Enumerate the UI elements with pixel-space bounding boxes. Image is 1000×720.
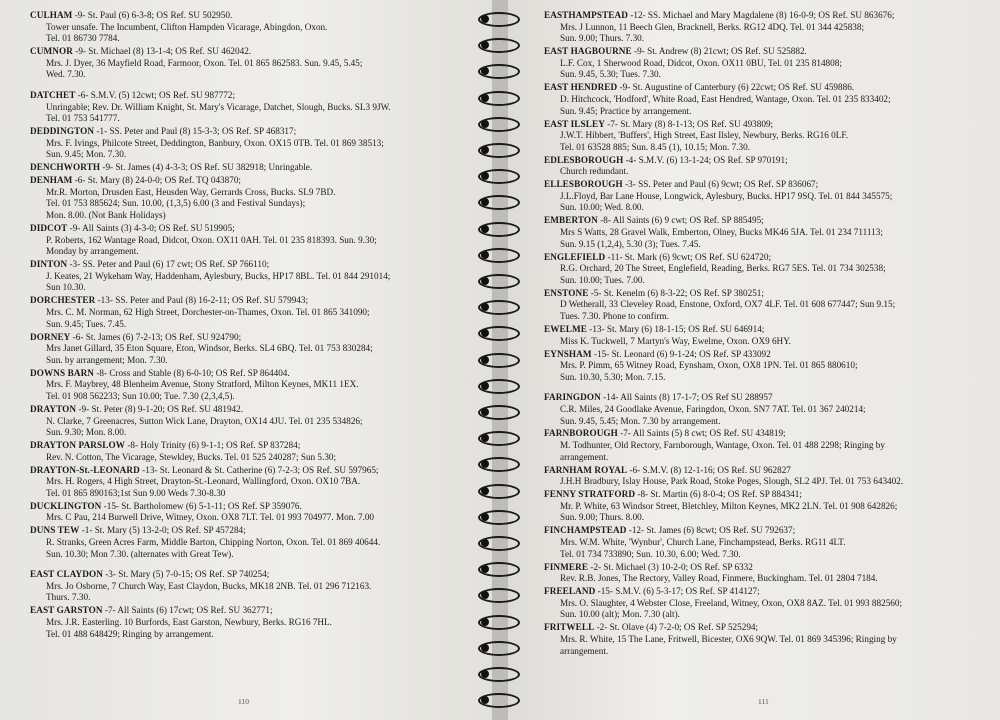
spiral-coil bbox=[478, 693, 520, 707]
church-name: DENHAM bbox=[30, 175, 73, 186]
entry-heading-line bbox=[30, 90, 470, 102]
entry-heading-line bbox=[30, 10, 470, 22]
contact-details: Mrs. P. Pimm, 65 Witney Road, Eynsham, Oxon, OX8 1PN. Tel. 01 865 880610; Sun. 10.30, 5.30; Mon. 7.15. bbox=[560, 360, 858, 382]
church-name: FARNHAM ROYAL bbox=[544, 464, 628, 475]
church-entry bbox=[30, 259, 470, 294]
church-entry bbox=[30, 525, 470, 560]
church-entry bbox=[544, 215, 984, 250]
church-entry bbox=[544, 10, 984, 45]
contact-details: R.G. Orchard, 20 The Street, Englefield, Reading, Berks. RG7 5ES. Tel. 01 734 302538; Sun. 10.00; Tues. 7.00. bbox=[560, 263, 886, 285]
spiral-coil bbox=[478, 379, 520, 393]
right-page-number: 111 bbox=[758, 697, 769, 706]
church-name: DEDDINGTON bbox=[30, 126, 95, 137]
spiral-coil bbox=[478, 615, 520, 629]
church-name: DRAYTON bbox=[30, 403, 77, 414]
coil-ring bbox=[478, 326, 520, 341]
church-details: -9- St. Paul (6) 6-3-8; OS Ref. SU 502950. bbox=[72, 10, 233, 20]
contact-details: J.W.T. Hibbert, 'Buffers', High Street, East Ilsley, Newbury, Berks. RG16 0LF. Tel. 01 63528 885; Sun. 8.45 (1), 10.15; Mon. 7.30. bbox=[560, 130, 849, 152]
church-name: EASTHAMPSTEAD bbox=[544, 10, 629, 20]
spiral-coil bbox=[478, 195, 520, 209]
spiral-coil bbox=[478, 326, 520, 340]
coil-ring bbox=[478, 248, 520, 263]
spiral-coil bbox=[478, 117, 520, 131]
church-entry bbox=[30, 223, 470, 258]
church-details: -15- St. Leonard (6) 9-1-24; OS Ref. SP 433092 bbox=[591, 348, 771, 359]
church-entry bbox=[30, 175, 470, 221]
church-details: -3- St. Mary (5) 7-0-15; OS Ref. SP 740254; bbox=[102, 569, 270, 580]
church-name: FINCHAMPSTEAD bbox=[544, 525, 627, 536]
church-details: -9- St. Andrew (8) 21cwt; OS Ref. SU 525882. bbox=[631, 46, 807, 57]
right-page-entries bbox=[544, 10, 984, 659]
church-entry bbox=[30, 605, 470, 640]
church-entry bbox=[544, 252, 984, 287]
coil-ring bbox=[478, 693, 520, 708]
contact-details: N. Clarke, 7 Greenacres, Sutton Wick Lane, Drayton, OX14 4JU. Tel. 01 235 534826; Sun. 9.30; Mon. 8.00. bbox=[46, 415, 363, 438]
church-details: -7- All Saints (5) 8 cwt; OS Ref. SU 434819; bbox=[617, 428, 786, 439]
entry-heading-line bbox=[544, 622, 984, 634]
entry-heading-line bbox=[544, 288, 984, 300]
church-details: -6- St. James (6) 7-2-13; OS Ref. SU 924790; bbox=[70, 331, 242, 342]
church-details: -13- St. Leonard & St. Catherine (6) 7-2-3; OS Ref. SU 597965; bbox=[139, 464, 379, 475]
spiral-coil bbox=[478, 274, 520, 288]
entry-heading-line bbox=[544, 428, 984, 440]
coil-ring bbox=[478, 431, 520, 446]
contact-details: Mr.R. Morton, Drusden East, Heusden Way, Gerrards Cross, Bucks. SL9 7BD. Tel. 01 753 885624; Sun. 10.00, (1,3,5) 6.00 (3 and Festival Sundays); Mon. 8.00. (Not Bank Holidays) bbox=[46, 186, 336, 221]
spiral-coil bbox=[478, 562, 520, 576]
entry-heading-line bbox=[544, 392, 984, 404]
coil-ring bbox=[478, 195, 520, 210]
church-name: DRAYTON PARSLOW bbox=[30, 440, 126, 451]
church-name: EDLESBOROUGH bbox=[544, 154, 624, 165]
entry-heading-line bbox=[30, 368, 470, 380]
contact-details: Unringable; Rev. Dr. William Knight, St. Mary's Vicarage, Datchet, Slough, Bucks. SL3 9JW. Tel. 01 753 541777. bbox=[46, 101, 391, 124]
church-entry bbox=[544, 324, 984, 347]
church-details: -6- S.M.V. (5) 12cwt; OS Ref. SU 987772; bbox=[75, 89, 236, 100]
contact-details: Mrs. C Pau, 214 Burwell Drive, Witney, Oxon. OX8 7LT. Tel. 01 993 704977. Mon. 7.00 bbox=[46, 512, 375, 523]
contact-details: Mrs Janet Gillard, 35 Eton Square, Eton, Windsor, Berks. SL4 6BQ. Tel. 01 753 830284; Sun. by arrangement; Mon. 7.30. bbox=[46, 343, 373, 365]
entry-heading-line bbox=[30, 223, 470, 235]
church-details: -4- S.M.V. (6) 13-1-24; OS Ref. SP 970191; bbox=[623, 154, 788, 165]
entry-heading-line bbox=[544, 586, 984, 598]
contact-details: M. Todhunter, Old Rectory, Farnborough, Wantage, Oxon. Tel. 01 488 2298; Ringing by arrangement. bbox=[560, 440, 885, 462]
church-details: -9- St. Peter (8) 9-1-20; OS Ref. SU 481942. bbox=[76, 403, 244, 414]
entry-heading-line bbox=[544, 46, 984, 58]
right-page bbox=[508, 0, 1000, 720]
church-name: DUCKLINGTON bbox=[30, 500, 102, 511]
entry-heading-line bbox=[544, 179, 984, 191]
entry-heading-line bbox=[544, 489, 984, 501]
coil-ring bbox=[478, 536, 520, 551]
contact-details: L.F. Cox, 1 Sherwood Road, Didcot, Oxon. OX11 0BU, Tel. 01 235 814808; Sun. 9.45, 5.30; Tues. 7.30. bbox=[560, 57, 842, 80]
coil-ring bbox=[478, 91, 520, 106]
church-details: -14- All Saints (8) 17-1-7; OS Ref SU 288957 bbox=[600, 392, 773, 403]
church-name: FINMERE bbox=[544, 561, 589, 572]
church-entry bbox=[30, 46, 470, 81]
church-details: -12- St. James (6) 8cwt; OS Ref. SU 792637; bbox=[626, 525, 796, 536]
coil-ring bbox=[478, 510, 520, 525]
spiral-coil bbox=[478, 169, 520, 183]
coil-ring bbox=[478, 641, 520, 656]
contact-details: Mrs. F. Maybrey, 48 Blenheim Avenue, Stony Stratford, Milton Keynes, MK11 1EX. Tel. 01 908 562233; Sun 10.00; Tue. 7.30 (2,3,4,5). bbox=[46, 379, 359, 401]
contact-details: Mrs. O. Slaughter, 4 Webster Close, Freeland, Witney, Oxon, OX8 8AZ. Tel. 01 993 882560; Sun. 10.00 (alt); Mon. 7.30 (alt). bbox=[560, 597, 903, 620]
contact-details: Mrs. H. Rogers, 4 High Street, Drayton-St.-Leonard, Wallingford, Oxon. OX10 7BA. Tel. 01 865 890163;1st Sun 9.00 Weds 7.30-8.30 bbox=[46, 476, 361, 498]
contact-details: Miss K. Tuckwell, 7 Martyn's Way, Ewelme, Oxon. OX9 6HY. bbox=[560, 335, 791, 346]
contact-details: Mrs. Jo Osborne, 7 Church Way, East Claydon, Bucks, MK18 2NB. Tel. 01 296 712163. Thurs. 7.30. bbox=[46, 580, 372, 603]
contact-details: Mrs. J Lunnon, 11 Beech Glen, Bracknell, Berks. RG12 4DQ. Tel. 01 344 425838; Sun. 9.00; Thurs. 7.30. bbox=[560, 21, 865, 44]
spiral-coil bbox=[478, 38, 520, 52]
entry-heading-line bbox=[544, 324, 984, 336]
entry-heading-line bbox=[30, 332, 470, 344]
entry-heading-line bbox=[544, 119, 984, 131]
coil-ring bbox=[478, 38, 520, 53]
left-page bbox=[0, 0, 492, 720]
spiral-coil bbox=[478, 536, 520, 550]
church-entry bbox=[30, 404, 470, 439]
contact-details: Tower unsafe. The Incumbent, Clifton Hampden Vicarage, Abingdon, Oxon. Tel. 01 86730 7784. bbox=[46, 21, 328, 44]
church-details: -7- All Saints (6) 17cwt; OS Ref. SU 362771; bbox=[102, 605, 273, 616]
contact-details: Church redundant. bbox=[560, 166, 629, 177]
church-entry bbox=[30, 10, 470, 45]
church-details: -5- St. Kenelm (6) 8-3-22; OS Ref. SP 380251; bbox=[588, 287, 764, 298]
church-details: -8- St. Martin (6) 8-0-4; OS Ref. SP 884341; bbox=[635, 489, 802, 500]
left-page-entries bbox=[30, 10, 470, 642]
entry-heading-line bbox=[544, 562, 984, 574]
contact-details: Mrs. F. Ivings, Philcote Street, Deddington, Banbury, Oxon. OX15 0TB. Tel. 01 869 38513; Sun. 9.45; Mon. 7.30. bbox=[46, 137, 384, 160]
spiral-coil bbox=[478, 641, 520, 655]
church-name: DOWNS BARN bbox=[30, 367, 95, 378]
church-entry bbox=[544, 288, 984, 323]
church-details: -9- All Saints (3) 4-3-0; OS Ref. SU 519905; bbox=[67, 223, 235, 234]
contact-details: P. Roberts, 162 Wantage Road, Didcot, Oxon. OX11 0AH. Tel. 01 235 818393. Sun. 9.30; Monday by arrangement. bbox=[46, 234, 377, 257]
contact-details: D Wetherall, 33 Cleveley Road, Enstone, Oxford, OX7 4LF. Tel. 01 608 677447; Sun 9.15; Tues. 7.30. Phone to confirm. bbox=[560, 299, 896, 321]
coil-ring bbox=[478, 222, 520, 237]
entry-heading-line bbox=[544, 155, 984, 167]
church-name: EYNSHAM bbox=[544, 348, 592, 359]
contact-details: Mrs. J.R. Easterling. 10 Burfords, East Garston, Newbury, Berks. RG16 7HL. Tel. 01 488 648429; Ringing by arrangement. bbox=[46, 616, 332, 639]
church-entry bbox=[544, 349, 984, 384]
contact-details: J.L.Floyd, Bar Lane House, Longwick, Aylesbury, Bucks. HP17 9SQ. Tel. 01 844 345575; Sun. 10.00; Wed. 8.00. bbox=[560, 190, 893, 213]
spiral-coil bbox=[478, 405, 520, 419]
church-entry bbox=[544, 586, 984, 621]
church-details: -13- St. Mary (6) 18-1-15; OS Ref. SU 646914; bbox=[586, 323, 765, 334]
contact-details: C.R. Miles, 24 Goodlake Avenue, Faringdon, Oxon. SN7 7AT. Tel. 01 367 240214; Sun. 9.45, 5.45; Mon. 7.30 by arrangement. bbox=[560, 403, 866, 426]
coil-ring bbox=[478, 667, 520, 682]
coil-ring bbox=[478, 484, 520, 499]
church-name: FARINGDON bbox=[544, 392, 601, 403]
church-name: CUMNOR bbox=[30, 46, 73, 57]
entry-heading-line bbox=[544, 215, 984, 227]
church-entry bbox=[544, 46, 984, 81]
church-name: ELLESBOROUGH bbox=[544, 179, 623, 190]
entry-heading-line bbox=[30, 501, 470, 513]
spiral-coil bbox=[478, 248, 520, 262]
entry-heading-line bbox=[544, 10, 984, 22]
entry-heading-line bbox=[30, 465, 470, 477]
church-details: -13- SS. Peter and Paul (8) 16-2-11; OS Ref. SU 579943; bbox=[95, 295, 309, 306]
coil-ring bbox=[478, 562, 520, 577]
entry-heading-line bbox=[544, 349, 984, 361]
church-details: -15- St. Bartholomew (6) 5-1-11; OS Ref. SP 359076. bbox=[101, 500, 302, 511]
church-name: FENNY STRATFORD bbox=[544, 489, 636, 500]
church-details: -9- St. James (4) 4-3-3; OS Ref. SU 382918; Unringable. bbox=[100, 162, 313, 173]
church-entry bbox=[544, 622, 984, 657]
coil-ring bbox=[478, 457, 520, 472]
church-details: -7- St. Mary (8) 8-1-13; OS Ref. SU 493809; bbox=[604, 118, 774, 129]
entry-heading-line bbox=[544, 82, 984, 94]
entry-heading-line bbox=[30, 175, 470, 187]
left-page-number: 110 bbox=[238, 697, 249, 706]
coil-ring bbox=[478, 300, 520, 315]
church-entry bbox=[544, 428, 984, 463]
contact-details: Mr. P. White, 63 Windsor Street, Bletchley, Milton Keynes, MK2 2LN. Tel. 01 908 642826; Sun. 9.00; Thurs. 8.00. bbox=[560, 500, 898, 523]
spiral-coil bbox=[478, 667, 520, 681]
church-details: -3- SS. Peter and Paul (6) 17 cwt; OS Ref. SP 766110; bbox=[67, 259, 270, 270]
church-details: -11- St. Mark (6) 9cwt; OS Ref. SU 624720; bbox=[605, 251, 772, 262]
entry-heading-line bbox=[544, 252, 984, 264]
church-entry bbox=[30, 162, 470, 174]
church-name: EMBERTON bbox=[544, 215, 598, 226]
church-name: EWELME bbox=[544, 323, 587, 334]
entry-heading-line bbox=[544, 525, 984, 537]
church-name: EAST ILSLEY bbox=[544, 118, 605, 129]
contact-details: Mrs. C. M. Norman, 62 High Street, Dorchester-on-Thames, Oxon. Tel. 01 865 341090; Sun. 9.45; Tues. 7.45. bbox=[46, 306, 370, 329]
spiral-coil bbox=[478, 222, 520, 236]
church-entry bbox=[544, 179, 984, 214]
contact-details: Rev. N. Cotton, The Vicarage, Stewkley, Bucks. Tel. 01 525 240287; Sun 5.30; bbox=[46, 451, 337, 462]
contact-details: Mrs. J. Dyer, 36 Mayfield Road, Farmoor, Oxon. Tel. 01 865 862583. Sun. 9.45, 5.45; Wed. 7.30. bbox=[46, 57, 363, 80]
entry-heading-line bbox=[30, 440, 470, 452]
entry-heading-line bbox=[30, 46, 470, 58]
spiral-coil bbox=[478, 143, 520, 157]
church-name: ENSTONE bbox=[544, 287, 589, 298]
spiral-coil bbox=[478, 353, 520, 367]
church-name: EAST CLAYDON bbox=[30, 569, 103, 580]
church-entry bbox=[544, 82, 984, 117]
church-name: DUNS TEW bbox=[30, 525, 80, 536]
entry-heading-line bbox=[30, 259, 470, 271]
church-details: -15- S.M.V. (6) 5-3-17; OS Ref. SP 414127; bbox=[595, 586, 760, 597]
coil-ring bbox=[478, 169, 520, 184]
contact-details: Mrs. W.M. White, 'Wynbur', Church Lane, Finchampstead, Berks. RG11 4LT. Tel. 01 734 733890; Sun. 10.30, 6.00; Wed. 7.30. bbox=[560, 537, 846, 559]
church-name: DENCHWORTH bbox=[30, 162, 101, 173]
entry-heading-line bbox=[30, 569, 470, 581]
church-entry bbox=[544, 119, 984, 154]
church-entry bbox=[30, 126, 470, 161]
coil-ring bbox=[478, 143, 520, 158]
church-details: -9- St. Augustine of Canterbury (6) 22cwt; OS Ref. SU 459886. bbox=[617, 82, 855, 93]
church-entry bbox=[544, 155, 984, 178]
contact-details: R. Stranks, Green Acres Farm, Middle Barton, Chipping Norton, Oxon. Tel. 01 869 40644. Sun. 10.30; Mon 7.30. (alternates with Great Tew). bbox=[46, 537, 381, 559]
church-entry bbox=[544, 392, 984, 427]
church-details: -8- Cross and Stable (8) 6-0-10; OS Ref. SP 864404. bbox=[94, 367, 290, 378]
coil-ring bbox=[478, 64, 520, 79]
church-entry bbox=[544, 525, 984, 560]
church-entry bbox=[544, 562, 984, 585]
church-name: DORNEY bbox=[30, 331, 71, 342]
church-name: DRAYTON-St.-LEONARD bbox=[30, 464, 140, 475]
church-name: EAST HAGBOURNE bbox=[544, 46, 632, 57]
church-details: -9- St. Michael (8) 13-1-4; OS Ref. SU 462042. bbox=[72, 46, 252, 57]
church-name: FARNBOROUGH bbox=[544, 428, 618, 439]
church-name: CULHAM bbox=[30, 10, 73, 20]
entry-heading-line bbox=[30, 126, 470, 138]
entry-heading-line bbox=[30, 162, 470, 174]
entry-heading-line bbox=[30, 295, 470, 307]
church-details: -2- St. Olave (4) 7-2-0; OS Ref. SP 525294; bbox=[594, 622, 759, 633]
church-name: DIDCOT bbox=[30, 223, 68, 234]
spiral-coil bbox=[478, 510, 520, 524]
church-details: -12- SS. Michael and Mary Magdalene (8) 16-0-9; OS Ref. SU 863676; bbox=[628, 10, 895, 20]
coil-ring bbox=[478, 588, 520, 603]
church-name: FRITWELL bbox=[544, 622, 595, 633]
spiral-coil bbox=[478, 64, 520, 78]
spiral-coil bbox=[478, 12, 520, 26]
church-entry bbox=[30, 90, 470, 125]
church-details: -6- S.M.V. (8) 12-1-16; OS Ref. SU 962827 bbox=[627, 464, 791, 475]
church-details: -3- SS. Peter and Paul (6) 9cwt; OS Ref. SP 836067; bbox=[622, 179, 819, 190]
contact-details: Mrs. R. White, 15 The Lane, Fritwell, Bicester, OX6 9QW. Tel. 01 869 345396; Ringing by arrangement. bbox=[560, 633, 897, 656]
church-name: DORCHESTER bbox=[30, 295, 96, 306]
church-entry bbox=[30, 501, 470, 524]
entry-heading-line bbox=[30, 404, 470, 416]
contact-details: Mrs S Watts, 28 Gravel Walk, Emberton, Olney, Bucks MK46 5JA. Tel. 01 234 711113; Sun. 9.15 (1,2,4), 5.30 (3); Tues. 7.45. bbox=[560, 227, 883, 249]
contact-details: D. Hitchcock, 'Hodford', White Road, East Hendred, Wantage, Oxon. Tel. 01 235 833402; Sun. 9.45; Practice by arrangement. bbox=[560, 93, 891, 116]
spiral-coil bbox=[478, 484, 520, 498]
contact-details: Rev. R.B. Jones, The Rectory, Valley Road, Finmere, Buckingham. Tel. 01 2804 7184. bbox=[560, 573, 878, 584]
church-entry bbox=[30, 440, 470, 463]
coil-ring bbox=[478, 379, 520, 394]
church-details: -2- St. Michael (3) 10-2-0; OS Ref. SP 6332 bbox=[588, 561, 753, 572]
coil-ring bbox=[478, 353, 520, 368]
coil-ring bbox=[478, 274, 520, 289]
spiral-coil bbox=[478, 91, 520, 105]
entry-heading-line bbox=[544, 465, 984, 477]
church-entry bbox=[30, 332, 470, 367]
contact-details: J.H.H Bradbury, Islay House, Park Road, Stoke Poges, Slough, SL2 4PJ. Tel. 01 753 643402. bbox=[560, 476, 904, 487]
church-details: -1- SS. Peter and Paul (8) 15-3-3; OS Ref. SP 468317; bbox=[94, 126, 297, 137]
coil-ring bbox=[478, 117, 520, 132]
entry-heading-line bbox=[30, 605, 470, 617]
entry-heading-line bbox=[30, 525, 470, 537]
church-name: FREELAND bbox=[544, 586, 596, 597]
church-details: -6- St. Mary (8) 24-0-0; OS Ref. TQ 043870; bbox=[72, 175, 241, 186]
church-name: DINTON bbox=[30, 259, 68, 270]
church-name: DATCHET bbox=[30, 89, 76, 100]
church-entry bbox=[30, 569, 470, 604]
spiral-coil bbox=[478, 431, 520, 445]
spiral-coil bbox=[478, 457, 520, 471]
church-name: EAST HENDRED bbox=[544, 82, 618, 93]
church-name: EAST GARSTON bbox=[30, 605, 103, 616]
church-entry bbox=[30, 295, 470, 330]
church-details: -8- Holy Trinity (6) 9-1-1; OS Ref. SP 837284; bbox=[125, 440, 301, 451]
coil-ring bbox=[478, 12, 520, 27]
church-entry bbox=[30, 465, 470, 500]
church-entry bbox=[30, 368, 470, 403]
church-entry bbox=[544, 465, 984, 488]
coil-ring bbox=[478, 615, 520, 630]
church-entry bbox=[544, 489, 984, 524]
church-details: -8- All Saints (6) 9 cwt; OS Ref. SP 885495; bbox=[597, 215, 764, 226]
spiral-coil bbox=[478, 588, 520, 602]
coil-ring bbox=[478, 405, 520, 420]
church-name: ENGLEFIELD bbox=[544, 251, 606, 262]
contact-details: J. Keates, 21 Wykeham Way, Haddenham, Aylesbury, Bucks, HP17 8BL. Tel. 01 844 291014; Sun 10.30. bbox=[46, 270, 391, 293]
church-details: -1- St. Mary (5) 13-2-0; OS Ref. SP 457284; bbox=[79, 525, 246, 536]
spiral-coil bbox=[478, 300, 520, 314]
